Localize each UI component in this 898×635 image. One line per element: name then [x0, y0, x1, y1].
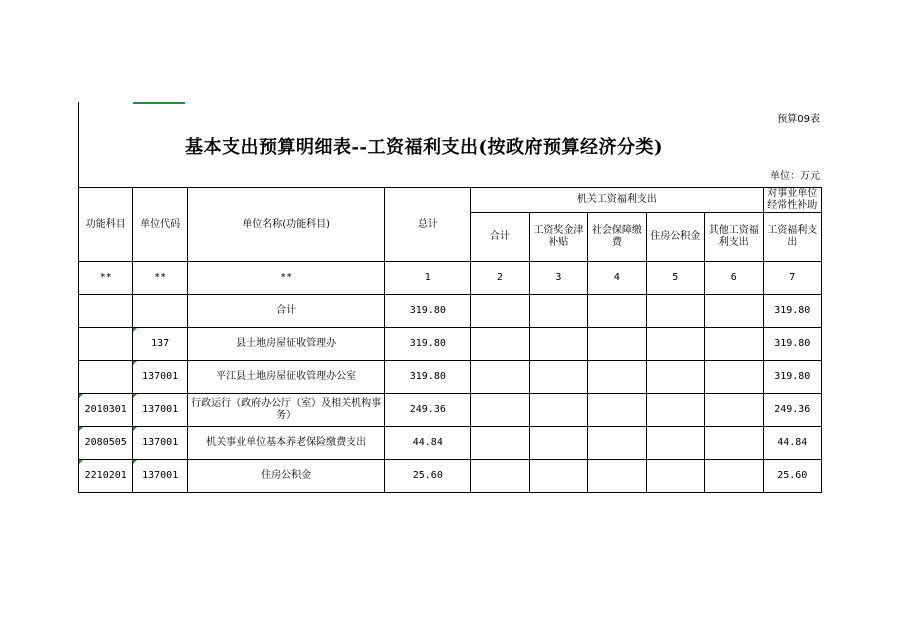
table-row: [79, 427, 822, 460]
frame-left-line: [78, 102, 79, 188]
table-row: [79, 361, 822, 394]
cell-func[interactable]: 2210201: [79, 460, 133, 493]
header-sub-bonus-label: 工资奖金津补贴: [533, 225, 584, 248]
index-cell[interactable]: 2: [471, 262, 529, 295]
header-sub-housing[interactable]: 住房公积金: [646, 213, 704, 262]
cell-code[interactable]: 137001: [133, 460, 187, 493]
cell-empty[interactable]: [588, 295, 646, 328]
page-title: 基本支出预算明细表--工资福利支出(按政府预算经济分类): [185, 137, 663, 158]
header-sub-public-wage[interactable]: 工资福利支出: [763, 213, 822, 262]
table-row: [79, 460, 822, 493]
cell-empty[interactable]: [705, 328, 763, 361]
cell-empty[interactable]: [529, 460, 587, 493]
cell-code[interactable]: 137: [133, 328, 187, 361]
cell-public-wage[interactable]: 249.36: [763, 394, 822, 427]
cell-code[interactable]: [133, 295, 187, 328]
cell-total[interactable]: 319.80: [385, 361, 471, 394]
index-cell[interactable]: 5: [646, 262, 704, 295]
header-unit-name[interactable]: 单位名称(功能科目): [187, 188, 385, 262]
cell-name[interactable]: 合计: [187, 295, 385, 328]
cell-empty[interactable]: [471, 295, 529, 328]
cell-public-wage[interactable]: 319.80: [763, 361, 822, 394]
cell-empty[interactable]: [529, 328, 587, 361]
cell-name[interactable]: 住房公积金: [187, 460, 385, 493]
cell-empty[interactable]: [646, 361, 704, 394]
table-row: [79, 295, 822, 328]
header-func-subject[interactable]: 功能科目: [79, 188, 133, 262]
header-group-public[interactable]: [763, 188, 822, 213]
cell-empty[interactable]: [705, 394, 763, 427]
cell-func[interactable]: [79, 328, 133, 361]
cell-empty[interactable]: [646, 427, 704, 460]
cell-public-wage[interactable]: 25.60: [763, 460, 822, 493]
cell-empty[interactable]: [705, 427, 763, 460]
cell-empty[interactable]: [588, 394, 646, 427]
cell-name[interactable]: 平江县土地房屋征收管理办公室: [187, 361, 385, 394]
form-number: 预算09表: [777, 114, 820, 125]
index-cell[interactable]: 6: [705, 262, 763, 295]
index-row: [79, 262, 822, 295]
cell-empty[interactable]: [646, 460, 704, 493]
cell-empty[interactable]: [471, 427, 529, 460]
cell-code[interactable]: 137001: [133, 394, 187, 427]
budget-table: [78, 187, 822, 493]
header-sub-bonus[interactable]: [529, 213, 587, 262]
unit-label: 单位：万元: [770, 171, 820, 182]
cell-empty[interactable]: [705, 361, 763, 394]
cell-empty[interactable]: [705, 295, 763, 328]
header-group-public-label: 对事业单位经常性补助: [767, 188, 818, 211]
index-cell[interactable]: **: [133, 262, 187, 295]
cell-empty[interactable]: [529, 394, 587, 427]
index-cell[interactable]: **: [79, 262, 133, 295]
index-cell[interactable]: 3: [529, 262, 587, 295]
cell-empty[interactable]: [705, 460, 763, 493]
cell-empty[interactable]: [588, 460, 646, 493]
cell-name[interactable]: 机关事业单位基本养老保险缴费支出: [187, 427, 385, 460]
selection-accent: [133, 102, 185, 104]
cell-total[interactable]: 319.80: [385, 295, 471, 328]
cell-total[interactable]: 25.60: [385, 460, 471, 493]
cell-empty[interactable]: [529, 427, 587, 460]
index-cell[interactable]: **: [187, 262, 385, 295]
cell-code[interactable]: 137001: [133, 427, 187, 460]
cell-public-wage[interactable]: 44.84: [763, 427, 822, 460]
cell-empty[interactable]: [471, 460, 529, 493]
cell-empty[interactable]: [646, 295, 704, 328]
cell-empty[interactable]: [588, 361, 646, 394]
cell-name[interactable]: 县土地房屋征收管理办: [187, 328, 385, 361]
cell-empty[interactable]: [471, 394, 529, 427]
header-sub-total[interactable]: 合计: [471, 213, 529, 262]
cell-name-text: 行政运行（政府办公厅（室）及相关机构事务）: [191, 398, 382, 421]
header-total[interactable]: 总计: [385, 188, 471, 262]
cell-func[interactable]: 2080505: [79, 427, 133, 460]
header-sub-social[interactable]: 社会保障缴费: [588, 213, 646, 262]
header-sub-other-label: 其他工资福利支出: [708, 225, 759, 248]
cell-public-wage[interactable]: 319.80: [763, 295, 822, 328]
cell-name[interactable]: [187, 394, 385, 427]
cell-empty[interactable]: [471, 328, 529, 361]
index-cell[interactable]: 7: [763, 262, 822, 295]
cell-empty[interactable]: [588, 328, 646, 361]
cell-func[interactable]: [79, 295, 133, 328]
cell-total[interactable]: 44.84: [385, 427, 471, 460]
header-sub-other[interactable]: [705, 213, 763, 262]
table-row: [79, 394, 822, 427]
table-row: [79, 328, 822, 361]
header-row-1: [79, 188, 822, 213]
cell-public-wage[interactable]: 319.80: [763, 328, 822, 361]
cell-empty[interactable]: [646, 394, 704, 427]
header-unit-code[interactable]: 单位代码: [133, 188, 187, 262]
cell-empty[interactable]: [529, 295, 587, 328]
index-cell[interactable]: 1: [385, 262, 471, 295]
cell-func[interactable]: 2010301: [79, 394, 133, 427]
cell-empty[interactable]: [529, 361, 587, 394]
cell-empty[interactable]: [588, 427, 646, 460]
cell-total[interactable]: 249.36: [385, 394, 471, 427]
cell-code[interactable]: 137001: [133, 361, 187, 394]
cell-empty[interactable]: [471, 361, 529, 394]
cell-total[interactable]: 319.80: [385, 328, 471, 361]
index-cell[interactable]: 4: [588, 262, 646, 295]
header-group-office[interactable]: 机关工资福利支出: [471, 188, 763, 213]
cell-func[interactable]: [79, 361, 133, 394]
cell-empty[interactable]: [646, 328, 704, 361]
